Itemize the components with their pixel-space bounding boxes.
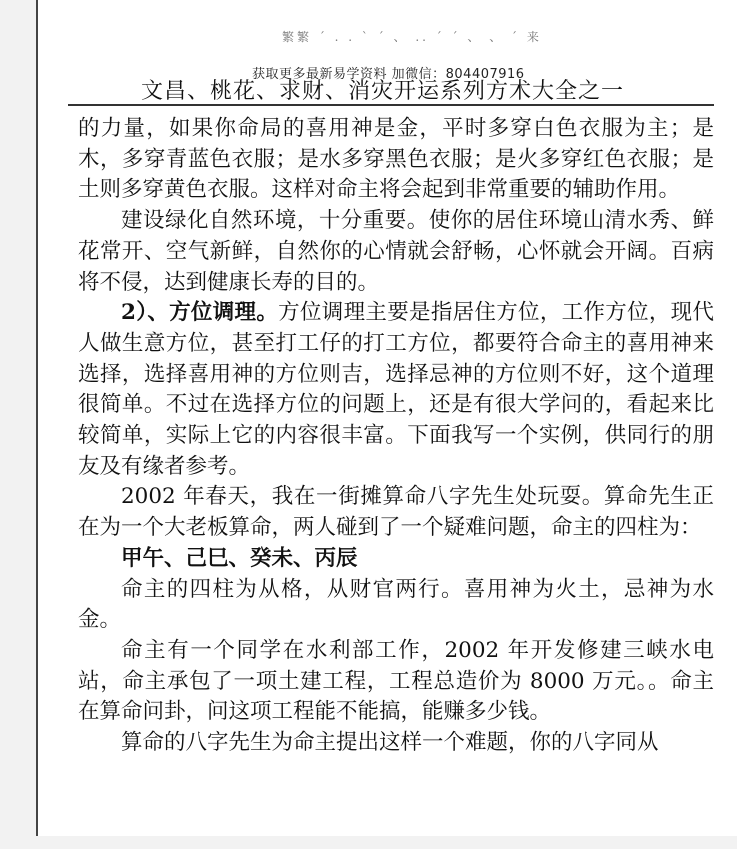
watermark-text: 获取更多最新易学资料 加微信：804407916: [252, 67, 525, 82]
section-body-direction: 方位调理主要是指居住方位，工作方位，现代人做生意方位，甚至打工仔的打工方位，都要符合命主的喜用神来选择，选择喜用神的方位则吉，选择忌神的方位则不好，这个道理很简单。不过在选择方位的问题上，还是有很大学问的，看起来比较简单，实际上它的内容很丰富。下面我写一个实例，供同行的朋友及有缘者参考。: [78, 300, 714, 479]
header-divider: [68, 104, 714, 106]
paragraph-cutoff: 算命的八字先生为命主提出这样一个难题，你的八字同从: [121, 730, 659, 756]
paragraph-clothing-colors: 的力量，如果你命局的喜用神是金，平时多穿白色衣服为主；是木，多穿青蓝色衣服；是水多穿黑色衣服；是火多穿红色衣服；是土则多穿黄色衣服。这样对命主将会起到非常重要的辅助作用。: [78, 116, 714, 203]
running-header-title: 文昌、桃花、求财、消灾开运系列方术大全之一: [141, 79, 625, 104]
paragraph-green-environment: 建设绿化自然环境，十分重要。使你的居住环境山清水秀、鲜花常开、空气新鲜，自然你的心情就会舒畅，心怀就会开阔。百病将不侵，达到健康长寿的目的。: [78, 208, 714, 295]
bottom-margin: [0, 836, 737, 849]
paragraph-direction-adjustment: [78, 298, 714, 482]
section-heading-direction: 2）、方位调理。: [121, 300, 279, 326]
scan-noise-marks: 繁繁 ˊ . . ˋ ˊ 、 .. ˊ ˊ 、 、 ˊ 来: [282, 30, 542, 44]
paragraph-pillar-analysis: 命主的四柱为从格，从财官两行。喜用神为火土，忌神为水金。: [78, 576, 714, 633]
four-pillars-line: 甲午、己巳、癸未、丙辰: [121, 545, 358, 571]
paragraph-project-story: 命主有一个同学在水利部工作，2002 年开发修建三峡水电站，命主承包了一项土建工程，工程总造价为 8000 万元。。命主在算命问卦，问这项工程能不能搞，能赚多少钱。: [78, 637, 714, 725]
paragraph-case-intro: 2002 年春天，我在一街摊算命八字先生处玩耍。算命先生正在为一个大老板算命，两人碰到了一个疑难问题，命主的四柱为：: [78, 484, 714, 541]
page-left-edge: [36, 0, 38, 836]
body-text: [78, 114, 714, 759]
